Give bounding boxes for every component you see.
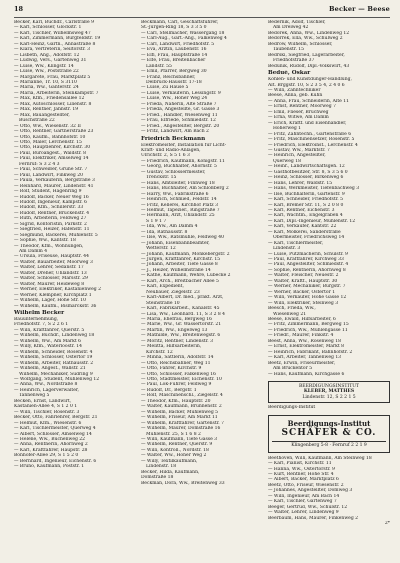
directory-entry: — Werner, Bäcker, Ostertor 1	[268, 289, 336, 295]
directory-entry: Beesch, Frieda, Ww.,	[268, 306, 316, 312]
directory-entry: — Karl, Tischler, Gartenweg 7	[268, 499, 337, 505]
directory-entry: — Erna, Witwe, Am Damm	[268, 115, 329, 121]
directory-entry: — Luise, Zu Hause 5	[141, 85, 189, 91]
directory-entry: Beckmann, Carl, Geschäftsführer,	[141, 20, 219, 25]
directory-entry: — Helmut, Tapezier., Ringstraße 7	[141, 207, 220, 213]
directory-entry: — Fritz, Zimmermann, Bergweg 15	[268, 322, 349, 328]
directory-entry: Am Dreiweg 42	[273, 25, 309, 31]
directory-entry: — Karl, Molkerei, Sanderstraße	[268, 229, 341, 235]
directory-entry: Querweg 18	[273, 158, 301, 164]
directory-column-2	[141, 20, 263, 560]
directory-entry: — Gustav, Ww., Marktstr. 7	[268, 147, 330, 153]
directory-entry: — Karl-Heinz, Gärtn., Annastraße 8	[14, 41, 96, 47]
directory-entry: Buschstraße 22	[19, 118, 55, 124]
directory-entry: — Anna, Ww., Nordstraße 8	[14, 382, 78, 388]
directory-entry: — Jürgen, Kraftfahrer, Kirchstr. 15	[141, 257, 221, 263]
directory-entry: Bedorek, Anna, Ww., Lindenweg 12	[268, 30, 350, 36]
directory-entry: — Karl, Pianist, Kirchstr. 11	[268, 461, 332, 467]
directory-entry: — Otto, Hauptlehrer, Kirchstr. 30	[14, 145, 91, 151]
directory-entry: — Wolfgang, Student, Mühlenweg 12	[14, 377, 100, 382]
directory-entry: — Karl, Wachtm., Engelgraben 4	[268, 213, 343, 219]
directory-column-3-tail	[268, 456, 390, 521]
directory-entry: — Otto, Reichsbahner, Weg 11	[141, 360, 211, 366]
directory-entry: — Hans, Kaufmann, Kirchgasse 6	[268, 371, 345, 377]
directory-entry: — Max, Autoschlosser, Lilienstr. 8	[14, 101, 92, 107]
directory-entry: Becker, Otto, Fahrlehrer, Bergstr. 21	[14, 415, 98, 421]
directory-entry: — Marianne, Tr. 10, S 3110	[14, 79, 77, 85]
directory-entry: Kirchstr. 12	[146, 349, 173, 355]
directory-entry: — Karl, Fabrikarbeit., Kanalstr. 45	[141, 306, 220, 312]
directory-entry: Kohlen- und Kunstdünger-Handlung,	[268, 77, 352, 83]
directory-entry: — Fritz, Maschinensetzer, Rosenstr. 5	[268, 137, 355, 143]
directory-entry: — Karl, Schlosser, Glockstr. 1	[14, 25, 82, 31]
directory-entry: — Fritz, Zahntechn., Gartenstraße 6	[268, 131, 352, 137]
directory-entry: — Walter, Kaufmann, Brunnenstr. 2	[141, 404, 222, 410]
ad-address: Klingenberg 5-8 · Fernruf 2 2 1 9	[291, 443, 367, 449]
directory-entry: — Helmut, Kfm., Wiesenstr. 6	[14, 420, 82, 426]
directory-entry: Domstraße 18	[141, 475, 174, 481]
directory-entry: — Walter, Bauarbeiter, Moorweg 3	[14, 259, 93, 265]
directory-entry: — Gustav, Schlossermeister,	[141, 169, 206, 175]
directory-entry: — Willy, Textilkaufmann,	[141, 458, 198, 464]
directory-entry: — Sophie, Rentnerin, Ahornweg 8	[268, 267, 346, 273]
directory-entry: Beetz, Otto, Friseur, Wiesenstr. 2	[268, 482, 344, 488]
page-mark: 2*	[384, 521, 390, 527]
directory-entry: — Heinrich, Lagerverwalter,	[14, 387, 79, 393]
directory-entry: — Luise, Verkäuferin, Lessingstr. 9	[141, 90, 221, 96]
directory-entry: — Willi, Tischler, Rosenstr. 3	[14, 409, 80, 415]
directory-entry: — Walter, Schlosser, Marsstr. 29	[14, 276, 88, 282]
directory-entry: — Wilhelm, Angest., Wallstr. 21	[14, 366, 86, 372]
directory-entry: — Rudolf, Ingenieur, Kampstr. 6	[14, 199, 87, 205]
directory-entry: — Karl, Tischlermeister,	[268, 240, 324, 246]
directory-entry: Bedorrek, Ella, Ww., Schulweg 2	[268, 36, 343, 42]
directory-entry: — Albert, Schlosser, Amselweg 14	[14, 431, 92, 437]
ad-rule	[272, 441, 386, 442]
directory-entry: — Karl, Bremer Str. 11, S 2 0 8 0	[268, 202, 344, 208]
directory-entry: Hoherweg 1	[273, 126, 302, 132]
ad-small-bot: Lindenstr. 12, S 2 2 1 5	[302, 394, 356, 400]
directory-entry: — Walter, Kraftf., Hauptstr. 30	[268, 278, 338, 284]
directory-entry: — Friedrich, Elektroinst., Lerchenstr. 4	[268, 142, 358, 148]
directory-entry: — Paul, Büroangest., Waldstr. 8	[14, 150, 86, 156]
directory-entry: — Fried., Händler, Wiesenweg 11	[141, 112, 218, 118]
directory-entry: — Otto, Schlosser, Falkenweg 16	[141, 371, 217, 377]
directory-entry: — Johann, Arbeiter, Tiefe Gasse 8	[141, 262, 218, 268]
directory-entry: — Anna, Frau, Schneiderin, Alte 11	[268, 98, 349, 104]
directory-entry: — Carl, Stellmacher, Wassergang 18	[141, 30, 225, 36]
directory-columns	[14, 20, 390, 560]
directory-entry: — Erich, Kraftf. und Eisenhändler,	[268, 120, 347, 126]
directory-entry: — Kurt, Rentner, Hohe Str. 4	[268, 472, 334, 478]
directory-entry: — Paul, Elektriker, Amselweg 14	[14, 156, 89, 162]
directory-entry: — Otto, Stadtmeister, Eichenstr. 10	[141, 377, 222, 382]
directory-entry: — Wilhelm, Rentner, Querstr. 9	[141, 442, 213, 448]
directory-entry: Beckman, Dora, Ww., Breitenweg 33	[141, 480, 225, 486]
directory-entry: — Friedr., Maurer, Finkstr. 4	[268, 333, 334, 339]
directory-entry: — Walter, Maurer, Heideweg 8	[14, 281, 85, 287]
directory-entry: — Willi, Verkäufer, Hohe Gasse 12	[268, 295, 347, 301]
directory-entry: — Paul, Schweißer, Grüne Str. 7	[14, 167, 88, 173]
directory-column-3	[268, 20, 390, 560]
directory-entry: Becker, Hilda, Kaufmann,	[141, 469, 200, 475]
directory-entry: — Friedrich, Kaufmann, Königstr. 11	[141, 158, 225, 164]
directory-entry: — Fritz, Landwirt, Am Bach 2	[141, 129, 209, 135]
directory-entry: — Siegmund, Bäckerei, Mühlenstr. 5	[14, 232, 98, 238]
directory-entry: — Fritz, Kellerei, Kirchhof Platz 3	[141, 202, 218, 208]
directory-entry: — Ida, Ww., Am Damm 4	[141, 224, 198, 230]
ad-section-label: Beerdigungs-Institut	[268, 405, 316, 411]
directory-entry: Kraft- und Radio-Anlagen,	[141, 147, 201, 153]
directory-entry: — Hans, Werkmeister, Tiefenbachweg 3	[268, 186, 360, 192]
directory-entry: S 1 9 1 7	[146, 218, 167, 224]
directory-entry: Steinstraße 10	[146, 300, 180, 306]
directory-entry: Bedrow, Wilhelm, Schlosser,	[268, 41, 333, 47]
directory-entry: — Eva, Arztin, Laubenstr. 16	[141, 47, 207, 53]
directory-entry: Bonhöfer-Allee 29, S 1 5 2 0	[14, 453, 79, 459]
directory-entry: — Paula, Verkäuferin, Bergstraße 3	[14, 178, 95, 184]
directory-entry: — Theodor, Kfm., Wohnungen,	[14, 243, 84, 249]
directory-entry: — Rolf, Student, Hagenring 9	[14, 189, 82, 195]
directory-entry: Bedunik, Rudolf, Dipl.-Volkswirt, 43	[268, 63, 350, 69]
directory-entry: — Willi, Kontroll., Nordstr. 18	[141, 447, 209, 453]
directory-entry: — Otto, Maler, Lerchenstr. 15	[14, 139, 82, 145]
directory-entry: — Walter, Dreher, Uhlandstr. 13	[14, 270, 87, 276]
directory-entry: — Paul, Kraftfahrer, Kirchweg 33	[268, 257, 344, 263]
directory-entry: — Carl, Landwirt, Friedhofstr. 5	[141, 41, 215, 47]
directory-entry: — Klara, Vertreterin, Seiltorstr. 3	[14, 47, 90, 53]
directory-entry: Bedrski, Siegfried, Lagerarbeiter,	[268, 52, 345, 58]
directory-entry: — Karl, Arbeiter, Tannenweg 13	[268, 355, 342, 361]
directory-entry: — Wilhelm, Ww., Am Markt 6	[14, 338, 81, 344]
directory-entry: — Albert, Bäcker, Marktplatz 6	[268, 477, 339, 483]
directory-entry: — Rolf, Maschinenschl., Ziegelstr. 4	[141, 393, 223, 399]
directory-entry: — Wilhelm, Kaufm., Bismarckstr. 36	[14, 303, 97, 309]
directory-entry: — Luise, Ww., Klingstr. 14	[14, 63, 74, 69]
directory-entry: — Wilhelm, Maurer, Domstraße 16	[141, 426, 221, 432]
directory-entry: Friedhofstraße 37	[273, 58, 315, 64]
directory-entry: — Emil, Flieser, Bruchweg	[268, 109, 329, 115]
directory-entry: — J., Heizer, Wilhelmstraße 14	[141, 267, 211, 273]
directory-entry: — Käthe, Kaufmann, Wehre, Lubecke 2	[141, 273, 231, 279]
directory-entry: — Rudolf, Rentner, Brückenstr. 4	[14, 210, 90, 216]
directory-entry: — Friedrich, Ww., Mühlengasse 11	[268, 327, 348, 333]
directory-entry: — Reinhard, Maurer, Lindenstr. 41	[14, 183, 94, 189]
directory-entry: — Hans, Amtsleiter, Finnweg 18	[141, 180, 215, 186]
directory-entry: — Bruno, Kaufmann, Poststr. 1	[14, 464, 85, 470]
directory-entry: — Helene, Ww., Buchenweg 22	[14, 436, 86, 442]
directory-entry: — Maria, Ehefrau, Bergweg 16	[141, 317, 213, 323]
directory-entry: — Frieda, Näherin, Alte Straße 7	[141, 101, 217, 107]
directory-entry: — Karl, Zimmermann, Burgfeldstr. 19	[14, 36, 101, 42]
directory-entry: — Werner, Elektriker, Kastanienweg 2	[14, 287, 101, 293]
directory-entry: Wiesenweg 21	[273, 311, 307, 317]
directory-entry: — Heinrich, Angestellter,	[268, 153, 326, 159]
directory-entry: — Rudolf, Kfm., Schillerstr. 33	[14, 205, 84, 211]
directory-entry: Beeger, Gertrud, Ww., Schulstr. 12	[268, 504, 348, 510]
directory-entry: — Emil, Pfarrer, Bergweg 30	[141, 69, 207, 75]
directory-entry: — Willy, Kfm., Waterloostr. 14	[14, 344, 82, 350]
directory-entry: — Hanna, Ww., Ostertorstr. 9	[268, 466, 335, 472]
directory-entry: — Maria, Ww., Ganterstr. 24	[14, 85, 79, 91]
directory-entry: — Lisa, Ww., Leonhard. 11, S 3 2 8 4	[141, 311, 226, 317]
directory-entry: Becken, Ernst, Landwirt,	[14, 398, 72, 404]
directory-entry: Beethoven, Willi, Kaufmann, Am Steinweg 18	[268, 455, 372, 461]
directory-entry: — Walter, Ww., Hoher Weg 2	[141, 453, 207, 459]
directory-entry: — Bernhard, Ingenieur, Eichenstr. 6	[14, 458, 97, 464]
directory-entry: — Heinr., Landwirtschaftsgeh. 12	[268, 164, 345, 170]
directory-entry: — Maria, Arbeiterin, Steinkampstr. 7	[14, 90, 99, 96]
directory-entry: — Franz, Reichsbahner,	[141, 74, 196, 80]
directory-entry: Fernruf: S 3 2 4 3	[19, 161, 60, 167]
directory-entry: — Siegfried, Heizer, Hafenstr. 11	[14, 227, 90, 233]
ad-small-mid: KLEBER, MATTHES	[303, 389, 355, 395]
directory-entry: — Rudolf, Dr., Bergstr. 1	[141, 387, 197, 393]
directory-entry: — Lisbeth, Ang., Adolfstr. 12	[14, 52, 80, 58]
directory-entry: Am Damm 4	[19, 249, 48, 255]
directory-entry: Beese, Ewald, Hilfsarbeiter, 6	[268, 317, 336, 323]
directory-entry: — Werner, Mechaniker, Burgstr. 7	[268, 284, 346, 290]
directory-entry: Wetterstr. 12	[146, 246, 176, 252]
directory-entry: — Karl, Arch., Breitbacher Allee 5	[141, 278, 219, 284]
directory-entry: — Max, Rentner, Jahnstr. 19	[14, 107, 79, 113]
directory-entry: — Wilhelm, Arbeiter, Rathausstr. 2	[14, 360, 94, 366]
directory-entry: Ulrichstr. 2, S 5 1 6 3	[141, 153, 190, 159]
directory-entry: Beest, Anna, Ww., Rosenweg 18	[268, 338, 341, 344]
directory-entry: — Karl, Rentner, Eichenstr. 3	[268, 207, 335, 213]
directory-entry: Landstr. 55	[146, 63, 172, 69]
directory-entry: — Werner, Klempner, Kirchplatz 1	[14, 292, 92, 298]
directory-entry: — Walter, Lehrer, Sedanstr. 17	[14, 265, 84, 271]
ad-company-name: SCHÄFER & CO.	[281, 427, 377, 438]
directory-entry: — Ilse, Buchhalterin, Gartenstr. 9	[268, 191, 345, 197]
directory-entry: — Gasthofbesitzer, Str. 8, S 3 5 6 0	[268, 169, 348, 175]
directory-entry: Wilhelm, Mechaniker, Südring 9	[19, 371, 93, 377]
directory-entry: — Walter, Lehrer, Lindenweg 9	[268, 510, 339, 516]
directory-entry: — Hans, Buchhalter, Am Schloßberg 2	[141, 186, 229, 192]
directory-entry: — Wilhelm, Schneider, Rosenstr. 4	[14, 349, 93, 355]
directory-entry: — Harry, Ww., Fabrikstraße 6	[141, 191, 209, 197]
directory-entry: Taubenstr. 15	[273, 47, 305, 53]
directory-entry: — Max, Bauangestellter,	[14, 112, 70, 118]
directory-entry: — Walter, Fleischer, Neuestr. 2	[268, 273, 339, 279]
directory-entry: — Ruth, Arbeiterin, Feldweg 27	[14, 216, 87, 222]
directory-entry: — Sigrid, Kontoristin, Parkstr. 2	[14, 221, 87, 227]
directory-entry: — Wilhelm, Lager, Hohe Str. 10	[14, 298, 86, 304]
directory-entry: Alt. Brggstr. 10, S 2 3 5 4, 2 4 0 6	[268, 82, 345, 88]
directory-entry: Tannenweg 5	[19, 393, 50, 399]
directory-entry: Beese, Anna, geb. Kuhn	[268, 93, 323, 99]
directory-entry: — Rudolf, Bäcker, Neuer Weg 16	[14, 194, 89, 200]
page-number: 18	[14, 5, 24, 13]
directory-entry: — Luise, Ww., Hoher Weg 24	[141, 96, 208, 102]
directory-entry: — Karl, Dipl.-Ingenieur, Mühlenstr. 12	[268, 218, 356, 224]
directory-entry: — Willi, Kaufmann, Tiefe Gasse 3	[141, 436, 218, 442]
advertisement-schaefer	[268, 415, 390, 453]
directory-entry: — Elfe, Frau, Breitenbacher	[141, 58, 206, 64]
directory-entry: — Karl, Tischlermeister, Querweg 4	[14, 426, 96, 432]
directory-entry: — Wilhelm, Kraftfahrer, Gartenstr. 7	[141, 420, 225, 426]
directory-entry: — Karl-Albert, Dr. med., prakt. Arzt,	[141, 295, 224, 301]
directory-entry: — Ursula, Friseuse, Hauptstr. 44	[14, 254, 90, 260]
directory-entry: Lindenstr. 3	[273, 246, 301, 252]
page-header	[14, 5, 390, 18]
directory-entry: — Ludwig, Vers., Gartenweg 31	[14, 58, 87, 64]
directory-entry: — Karl, Expedient,	[141, 284, 184, 290]
directory-entry: Obermeister, Friedrichsweg 14	[273, 235, 345, 241]
running-head: Becker — Beese	[328, 5, 390, 13]
directory-entry: — Wilhelm, Friseur, Am Markt 11	[141, 415, 218, 421]
directory-entry: — Moritz, Rentner, Lindenstr. 3	[141, 338, 213, 344]
directory-entry: — Mathilde, Ww., Breitenwegstr. 6	[141, 333, 221, 339]
directory-entry: — Johann, Eisenbahnbeamter,	[141, 240, 210, 246]
directory-entry: Trenckstr. 15	[146, 175, 177, 181]
directory-entry: — Karl, Verkäufer, Kantstr. 22	[268, 224, 337, 230]
directory-entry: — Luise, Putzmacherin, Schulstr. 9	[268, 251, 348, 257]
directory-entry: — Wilhelm, Bäcker, Mühlenweg 5	[141, 409, 218, 415]
directory-entry: Am Brückentor 5	[273, 366, 313, 372]
directory-entry: — Paul, Angestellter, Schmiedstr. 4	[268, 262, 349, 268]
directory-entry: — Hans, Lehrer, Waldstr. 15	[268, 180, 333, 186]
directory-entry: — Karl, Kraftfahrer, Haupstr. 28	[14, 447, 88, 453]
directory-entry: — Paul, Landwirt, Finkweg 20	[14, 172, 83, 178]
directory-heading-entry: Wilhelm Becker	[14, 310, 65, 317]
directory-entry: — Ernst, Rentner, Moorweg 7	[268, 104, 336, 110]
directory-entry: St.-Jürgen-Ring 18, S 3 3 5 0	[141, 25, 207, 31]
directory-entry: — Ernst, Elektromeister, Markt 8	[268, 344, 344, 350]
directory-entry: — Heinrich, Fabrikant, Bahnhofstr. 2	[268, 349, 353, 355]
directory-entry: Delbrück-Hausstr. 17-18	[146, 79, 202, 85]
directory-entry: — Heinrich, Schmied, Feldstr. 14	[141, 197, 217, 203]
directory-entry: — Hermann, Arzt, Uhlandstr. 25	[141, 213, 215, 219]
directory-entry: Elektromeister, Installation für Licht-	[141, 142, 227, 148]
directory-entry: — Willi, Zahntechniker	[268, 87, 321, 93]
directory-entry: — Willi, Kraftfahrer, Querstr. 5	[14, 327, 85, 333]
directory-entry: — Sophie, Ww., Kantstr. 18	[14, 238, 76, 244]
directory-entry: — Max, Kfm., Friedensallee 12	[14, 96, 85, 102]
directory-entry: — Georg, Buchhalter, Ahornstr. 5	[141, 164, 217, 170]
advertisement-undertaker-small	[268, 381, 390, 403]
directory-column-1	[14, 20, 136, 560]
directory-entry: — Wilhelm, Buchdr., Lindenweg 18	[14, 333, 95, 339]
directory-entry: — Otto, Rentner, Gärtnerstraße 23	[14, 129, 94, 135]
directory-entry: Bedernik, Adolf, Tischler,	[268, 20, 326, 25]
directory-entry: — Ida, Rathausstr. 8	[141, 229, 188, 235]
ad-title: Beerdigungs-Institut	[287, 418, 371, 428]
directory-entry: Neubauer, Ziegelstr. 23	[146, 289, 200, 295]
directory-entry: — Frieda, Angestellte, Gr. Gasse 3	[141, 107, 220, 113]
directory-entry: Beerbaum, Hans, Maurer, Finkenweg 2	[268, 515, 359, 521]
directory-entry: — Frau, Elfriede, Schmiedstr. 12	[141, 118, 216, 124]
directory-entry: — Anna, Rentnerin, Ahornweg 2	[14, 442, 88, 448]
directory-entry: — Minna, Sattlerin, Adolfstr. 14	[141, 355, 214, 361]
directory-entry: Lindenstr. 18	[146, 464, 177, 470]
directory-entry: — Willi, Ingenieur, Am Bach 14	[268, 493, 340, 499]
directory-entry: — Carl-Aug., Gärt.-Ang., Falkenweg 4	[141, 36, 227, 42]
directory-entry: — Otto, Ww., Wiesenstr. 32 II	[14, 123, 81, 129]
directory-entry: — Martin, Ww., Engelweg 13	[141, 327, 208, 333]
directory-heading-entry: Bedué, Oskar	[268, 70, 311, 77]
ad-small-top: BEERDIGUNGSINSTITUT	[298, 384, 360, 389]
directory-entry: Mühlenstr. 25, S 1 6 8 2	[146, 431, 201, 437]
directory-entry: — Marie, Ww., Gr. Wassertorstr. 21	[141, 322, 222, 328]
directory-entry: — Ilse, Ww., Ratsmühle, Feldweg 40	[141, 235, 224, 241]
directory-entry: — Luise, Ww., Poststraße 22	[14, 69, 79, 75]
directory-entry: — Otto, Kaufm., Bahnhofstr. 10	[14, 134, 86, 140]
directory-entry: Bauunternehmung,	[14, 317, 59, 323]
directory-entry: — Elfi, Frau, Hauptstraße 14	[141, 52, 208, 58]
directory-entry: — Johann, Kaufmann, Mönkebergstr. 2	[141, 251, 230, 257]
directory-heading-entry: Friedrich Beckmann	[141, 135, 206, 142]
directory-entry: — Karl, Schneider, Friedhofstr. 5	[268, 197, 344, 203]
directory-entry: — Melitta, Hilfsarbeiterin,	[141, 344, 202, 350]
directory-entry: — Wilhelm, Schlosser, Ostertor 19	[14, 355, 93, 361]
directory-entry: Beetz, Erwin, Friseurmeister,	[268, 360, 336, 366]
directory-entry: — Willi, Elektriker, Steinweg 3	[268, 300, 339, 306]
directory-entry: — Fried., Angestellter, Bergstr. 20	[141, 123, 220, 129]
directory-entry: — Margarete, Frau, Marktplatz 5	[14, 74, 91, 80]
directory-entry: Friedhofstr. 7, S 2 2 6 1	[14, 322, 69, 328]
directory-column-3-entries	[268, 20, 390, 377]
directory-entry: — Theodor, Kfm., Hauptstr. 20	[141, 398, 211, 404]
directory-entry: — Johannes, Angestellter, Domweg 3	[268, 488, 353, 494]
directory-entry: — Karl, Tischler, Wilhelmsweg 47	[14, 30, 91, 36]
directory-entry: Becker, Karl, Buchdr., Carlstraße 9	[14, 20, 94, 25]
directory-entry: Kastanien-Allee 4, S 1 2 0 1	[14, 404, 78, 410]
directory-entry: — Paul, Lok-Führer, Feldweg 9	[141, 382, 212, 388]
directory-entry: — Heinz, Schlosser, Birkenweg 6	[268, 175, 344, 181]
directory-entry: — Otto, Fahrer, Kirchstr. 9	[141, 366, 202, 372]
